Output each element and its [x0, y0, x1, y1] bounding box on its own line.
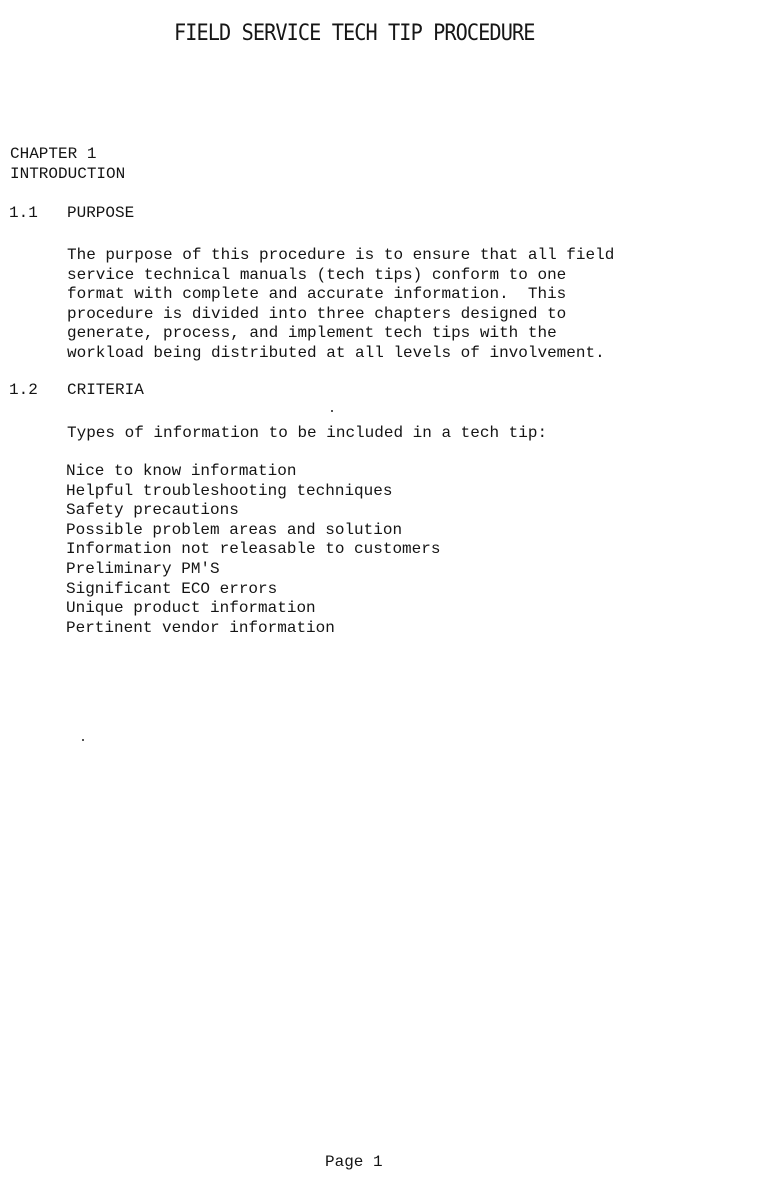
chapter-header	[10, 145, 125, 184]
list-item: Significant ECO errors	[66, 579, 278, 598]
paragraph-line: generate, process, and implement tech tips with the	[67, 324, 557, 343]
section-number: 1.2	[9, 381, 38, 399]
list-item: Pertinent vendor information	[66, 618, 335, 637]
chapter-name: INTRODUCTION	[10, 164, 126, 183]
list-item: Possible problem areas and solution	[66, 520, 403, 539]
paragraph-line: workload being distributed at all levels of involvement.	[67, 343, 605, 362]
page-number: Page 1	[325, 1153, 383, 1171]
paragraph-line: procedure is divided into three chapters designed to	[67, 304, 567, 323]
section-title: CRITERIA	[67, 381, 144, 399]
document-title: FIELD SERVICE TECH TIP PROCEDURE	[174, 21, 535, 46]
list-item: Nice to know information	[66, 462, 297, 480]
scan-speck	[331, 410, 333, 412]
section-title: PURPOSE	[67, 204, 135, 222]
list-item: Safety precautions	[66, 501, 239, 520]
list-item: Information not releasable to customers	[66, 540, 441, 559]
section-heading-criteria	[9, 381, 144, 401]
paragraph-line: The purpose of this procedure is to ensure that all field	[67, 246, 615, 264]
criteria-list	[66, 462, 440, 638]
scan-speck	[82, 739, 84, 741]
criteria-intro: Types of information to be included in a tech tip:	[67, 424, 548, 442]
list-item: Unique product information	[66, 599, 316, 618]
paragraph-line: service technical manuals (tech tips) conform to one	[67, 265, 567, 284]
list-item: Helpful troubleshooting techniques	[66, 481, 393, 500]
paragraph-line: format with complete and accurate information. This	[67, 285, 567, 304]
section-number: 1.1	[9, 204, 38, 222]
purpose-paragraph	[67, 246, 614, 364]
chapter-label: CHAPTER 1	[10, 145, 97, 163]
section-heading-purpose	[9, 204, 134, 224]
list-item: Preliminary PM'S	[66, 559, 220, 578]
